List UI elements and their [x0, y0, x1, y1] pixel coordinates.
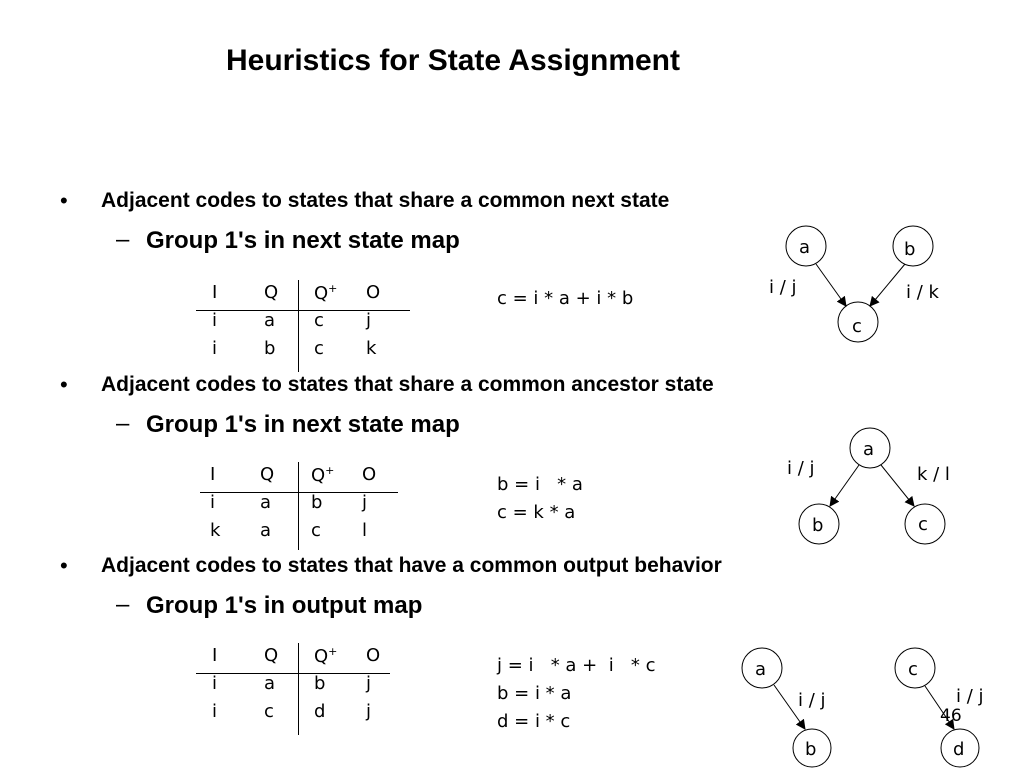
- table-cell: b: [311, 492, 323, 513]
- table-cell: c: [314, 338, 324, 359]
- equation: d = i * c: [497, 711, 571, 732]
- bullet-text-common-ancestor-state: Adjacent codes to states that share a common ancestor state: [101, 373, 714, 396]
- table-cell: c: [314, 310, 324, 331]
- table-cell: j: [366, 310, 372, 331]
- table-header: Q: [260, 464, 275, 485]
- table-divider: [196, 310, 410, 311]
- table-header: Q+: [314, 282, 338, 304]
- state-node-label: a: [799, 237, 811, 258]
- bullet-dot: •: [60, 372, 68, 397]
- state-node-label: c: [908, 659, 918, 680]
- state-node-label: c: [852, 316, 862, 337]
- sub-bullet-text: Group 1's in next state map: [146, 411, 460, 438]
- table-cell: a: [264, 310, 276, 331]
- table-cell: i: [210, 492, 216, 513]
- edge-label: i / j: [956, 686, 984, 707]
- edge-label: i / j: [798, 690, 826, 711]
- table-cell: a: [264, 673, 276, 694]
- bullet-dot: •: [60, 553, 68, 578]
- table-header: Q: [264, 282, 279, 303]
- state-node-label: a: [755, 659, 767, 680]
- table-divider: [298, 643, 299, 735]
- table-header: O: [366, 645, 381, 666]
- table-divider: [298, 280, 299, 372]
- transition-arrow: [881, 465, 914, 506]
- table-divider: [196, 673, 390, 674]
- sub-bullet-text: Group 1's in next state map: [146, 227, 460, 254]
- page-number: 46: [940, 706, 962, 726]
- table-cell: k: [366, 338, 377, 359]
- table-cell: j: [366, 673, 372, 694]
- equation: b = i * a: [497, 474, 583, 495]
- table-header: O: [362, 464, 377, 485]
- table-cell: i: [212, 338, 218, 359]
- equation: b = i * a: [497, 683, 572, 704]
- table-cell: i: [212, 701, 218, 722]
- state-diagram-3: [730, 640, 1010, 768]
- table-cell: a: [260, 520, 272, 541]
- table-cell: a: [260, 492, 272, 513]
- table-header: O: [366, 282, 381, 303]
- state-node-label: c: [918, 514, 928, 535]
- table-cell: d: [314, 701, 326, 722]
- state-node-label: a: [863, 439, 875, 460]
- state-node-label: d: [953, 739, 965, 760]
- state-table-1: [196, 280, 410, 372]
- bullet-dot: •: [60, 188, 68, 213]
- table-cell: c: [311, 520, 321, 541]
- dash-symbol: –: [116, 591, 130, 618]
- table-cell: i: [212, 310, 218, 331]
- dash-symbol: –: [116, 410, 130, 437]
- state-node-label: b: [805, 739, 817, 760]
- state-node-label: b: [904, 239, 916, 260]
- sub-bullet-text: Group 1's in output map: [146, 592, 423, 619]
- edge-label: i / j: [787, 458, 815, 479]
- table-cell: l: [362, 520, 368, 541]
- transition-arrow: [870, 264, 905, 306]
- page-title: Heuristics for State Assignment: [226, 44, 680, 77]
- table-header: I: [210, 464, 216, 485]
- state-table-2: [200, 462, 398, 550]
- edge-label: i / j: [769, 277, 797, 298]
- transition-arrow: [816, 264, 846, 306]
- transition-arrow: [830, 465, 859, 506]
- state-diagram-2: [770, 420, 980, 550]
- equation: j = i * a + i * c: [497, 655, 656, 676]
- table-header: Q+: [314, 645, 338, 667]
- bullet-text-common-output-behavior: Adjacent codes to states that have a common output behavior: [101, 554, 722, 577]
- table-cell: j: [362, 492, 368, 513]
- bullet-text-common-next-state: Adjacent codes to states that share a common next state: [101, 189, 670, 212]
- edge-label: k / l: [917, 464, 950, 485]
- table-cell: b: [264, 338, 276, 359]
- state-node-label: b: [812, 515, 824, 536]
- table-header: Q+: [311, 464, 335, 486]
- dash-symbol: –: [116, 226, 130, 253]
- table-divider: [200, 492, 398, 493]
- equation: c = i * a + i * b: [497, 288, 634, 309]
- table-cell: b: [314, 673, 326, 694]
- state-table-3: [196, 643, 390, 735]
- equation: c = k * a: [497, 502, 576, 523]
- table-cell: c: [264, 701, 274, 722]
- table-divider: [298, 462, 299, 550]
- table-cell: i: [212, 673, 218, 694]
- table-cell: k: [210, 520, 221, 541]
- table-header: I: [212, 645, 218, 666]
- edge-label: i / k: [906, 282, 939, 303]
- table-header: Q: [264, 645, 279, 666]
- table-header: I: [212, 282, 218, 303]
- state-diagram-1: [740, 220, 1000, 345]
- table-cell: j: [366, 701, 372, 722]
